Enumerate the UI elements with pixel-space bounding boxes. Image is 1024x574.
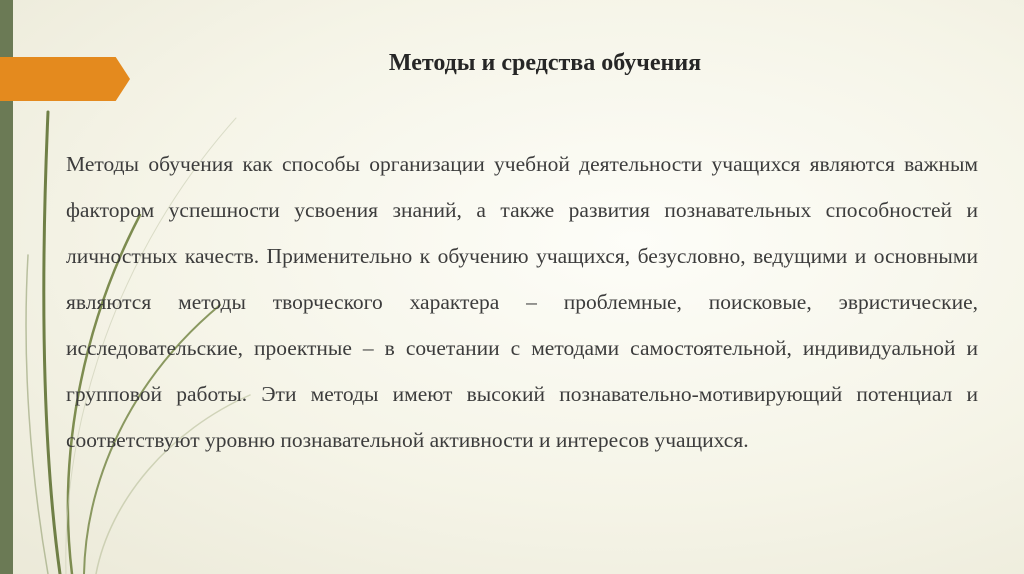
grass-blade	[26, 255, 48, 574]
grass-blade	[44, 112, 60, 574]
slide-title: Методы и средства обучения	[388, 50, 702, 76]
orange-arrow-tab	[0, 57, 130, 101]
slide-body-text: Методы обучения как способы организации учебной деятельности учащихся являются важным фактором успешности усвоения знаний, а также развития познавательных способностей и личностных качеств. Применительно к обучению учащихся, безусловно, ведущими и основными являются методы творческого характера – проблемные, поисковые, эвристические, исследовательские, проектные – в сочетании с методами самостоятельной, индивидуальной и групповой работы. Эти методы имеют высокий познавательно-мотивирующий потенциал и соответствуют уровню познавательной активности и интересов учащихся.	[66, 152, 978, 452]
